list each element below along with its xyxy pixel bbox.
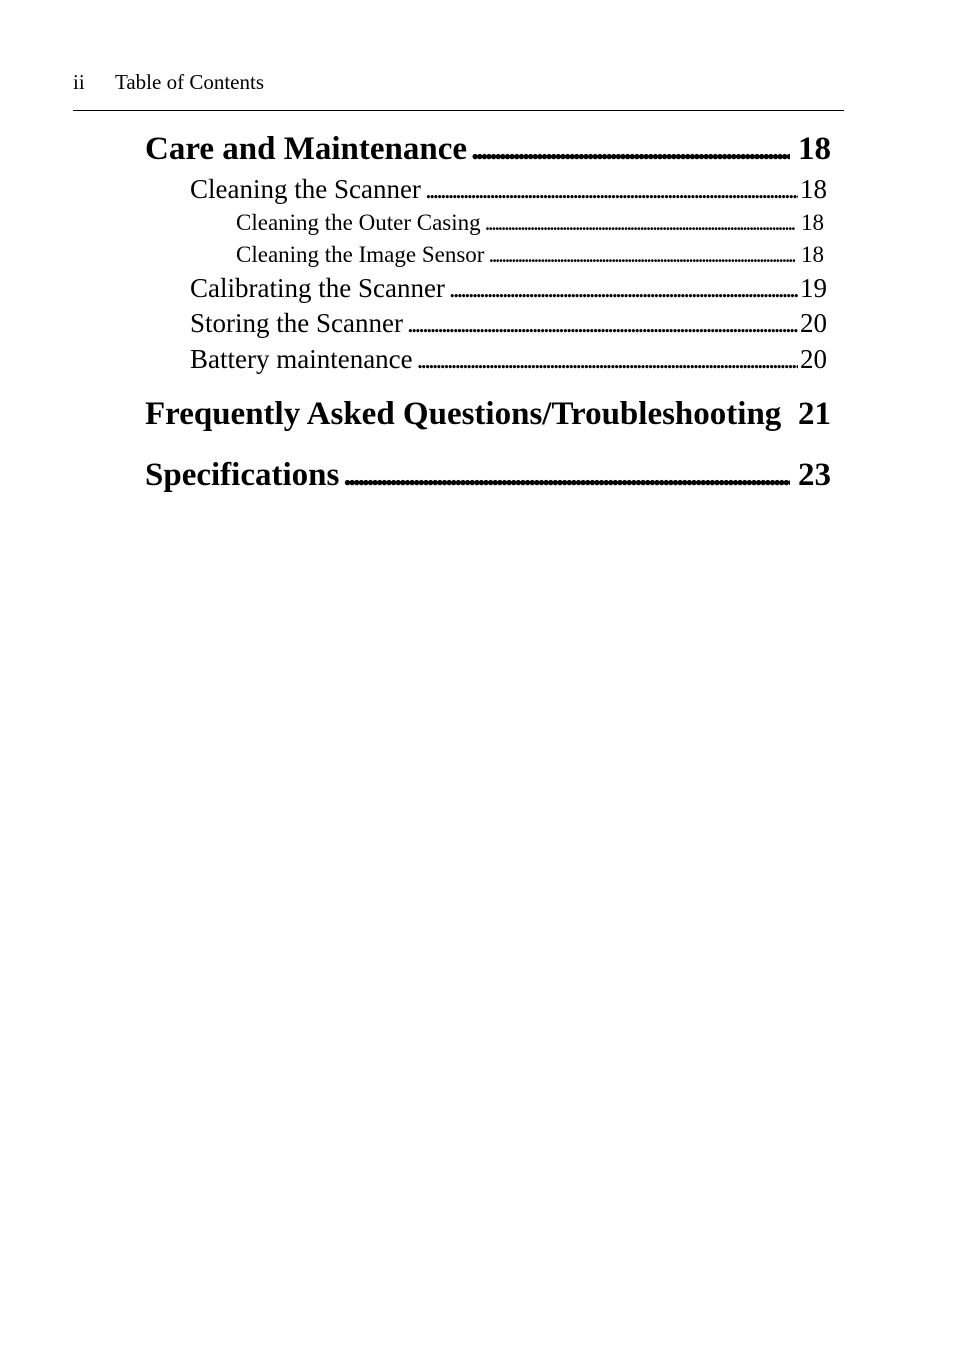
toc-entry-label: Cleaning the Outer Casing — [236, 210, 481, 235]
toc-entry-page: 18 — [801, 242, 824, 267]
toc-entry-page: 19 — [800, 273, 827, 303]
toc-entry-page: 18 — [798, 131, 831, 167]
toc-entry-specifications[interactable] — [145, 453, 831, 497]
toc-entry-label: Cleaning the Image Sensor — [236, 242, 485, 267]
running-header — [73, 70, 844, 94]
toc-entry-cleaning-the-scanner[interactable] — [190, 172, 827, 206]
dot-leader — [471, 127, 790, 171]
running-header-title: Table of Contents — [115, 70, 264, 94]
dot-leader — [449, 271, 798, 305]
toc-entry-page: 20 — [800, 344, 827, 374]
toc-entry-page: 18 — [801, 210, 824, 235]
dot-leader — [343, 453, 790, 497]
toc-entry-label: Care and Maintenance — [145, 131, 468, 167]
toc-entry-storing-the-scanner[interactable] — [190, 306, 827, 340]
dot-leader — [407, 306, 798, 340]
toc-entry-label: Specifications — [145, 457, 340, 493]
toc-entry-label: Cleaning the Scanner — [190, 174, 421, 204]
toc-entry-cleaning-the-outer-casing[interactable] — [236, 208, 824, 238]
toc-entry-page: 21 — [798, 396, 831, 432]
toc-entry-label: Frequently Asked Questions/Troubleshooting — [145, 396, 782, 432]
toc-entry-care-and-maintenance[interactable] — [145, 127, 831, 171]
toc-entry-page: 20 — [800, 308, 827, 338]
toc-entry-page: 23 — [798, 457, 831, 493]
header-rule — [73, 110, 844, 111]
toc-entry-calibrating-the-scanner[interactable] — [190, 271, 827, 305]
page-folio: ii — [73, 70, 85, 94]
toc-entry-label: Battery maintenance — [190, 344, 413, 374]
toc-entry-label: Storing the Scanner — [190, 308, 403, 338]
dot-leader — [488, 240, 795, 270]
toc-entry-faq-troubleshooting[interactable] — [145, 392, 831, 436]
toc-entry-page: 18 — [800, 174, 827, 204]
dot-leader — [485, 208, 795, 238]
dot-leader — [425, 172, 798, 206]
toc-entry-label: Calibrating the Scanner — [190, 273, 445, 303]
dot-leader — [417, 342, 798, 376]
toc-entry-cleaning-the-image-sensor[interactable] — [236, 240, 824, 270]
toc-entry-battery-maintenance[interactable] — [190, 342, 827, 376]
